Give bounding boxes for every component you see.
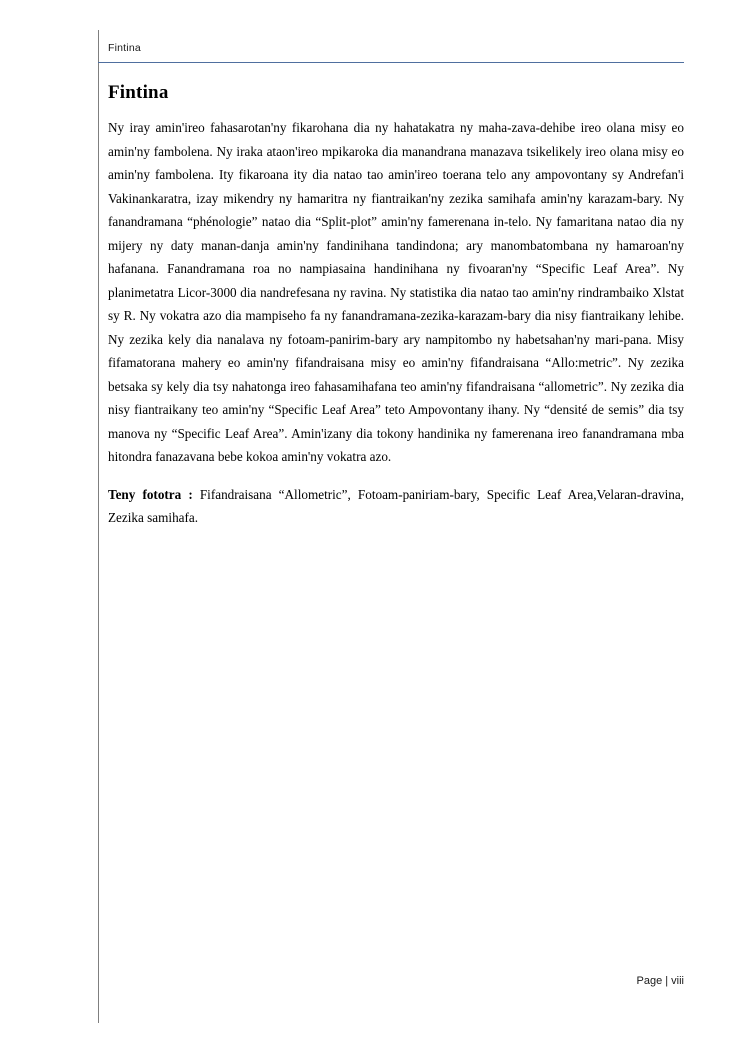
keywords-label: Teny fototra : bbox=[108, 486, 193, 502]
keywords-line bbox=[108, 483, 684, 530]
page-title: Fintina bbox=[108, 82, 169, 103]
abstract-paragraph: Ny iray amin'ireo fahasarotan'ny fikarohana dia ny hahatakatra ny maha-zava-dehibe ireo olana misy eo amin'ny fambolena. Ny iraka ataon'ireo mpikaroka dia manandrana manazava tsikelikely ireo olana misy eo amin'ny fambolena. Ity fikaroana ity dia natao tao amin'ireo toerana telo any ampovontany sy Andrefan'i Vakinankaratra, izay mikendry ny hamaritra ny fiantraikan'ny zezika samihafa amin'ny karazam-bary. Ny fanandramana “phénologie” natao dia “Split-plot” amin'ny famerenana in-telo. Ny famaritana natao dia ny mijery ny daty manan-danja amin'ny fandinihana tandindona; ary manombatombana ny hamaroan'ny hafanana. Fanandramana roa no nampiasaina handinihana ny fivoaran'ny “Specific Leaf Area”. Ny planimetatra Licor-3000 dia nandrefesana ny ravina. Ny statistika dia natao tao amin'ny rindrambaiko Xlstat sy R. Ny vokatra azo dia mampiseho fa ny fanandramana-zezika-karazam-bary dia nisy fiantraikany lehibe. Ny zezika kely dia nanalava ny fotoam-panirim-bary ary nampitombo ny habetsahan'ny mari-pana. Misy fifamatorana mahery eo amin'ny fifandraisana misy eo amin'ny fifandraisana “Allo:metric”. Ny zezika betsaka sy kely dia tsy nahatonga ireo fahasamihafana teo amin'ny fifandraisana “allometric”. Ny zezika dia nisy fiantraikany teo amin'ny “Specific Leaf Area” teto Ampovontany ihany. Ny “densité de semis” dia tsy manova ny “Specific Leaf Area”. Amin'izany dia tokony handinika ny famerenana ireo fanandramana mba hitondra fanazavana bebe kokoa amin'ny vokatra azo. bbox=[108, 120, 684, 464]
page-footer bbox=[108, 975, 684, 987]
page-header bbox=[98, 38, 684, 63]
keywords-text: Fifandraisana “Allometric”, Fotoam-paniriam-bary, Specific Leaf Area,Velaran-dravina, Zezika samihafa. bbox=[108, 486, 685, 525]
page-content bbox=[108, 82, 684, 530]
running-head: Fintina bbox=[108, 42, 141, 54]
left-margin-rule bbox=[98, 30, 99, 1023]
page-number: Page | viii bbox=[636, 975, 684, 987]
